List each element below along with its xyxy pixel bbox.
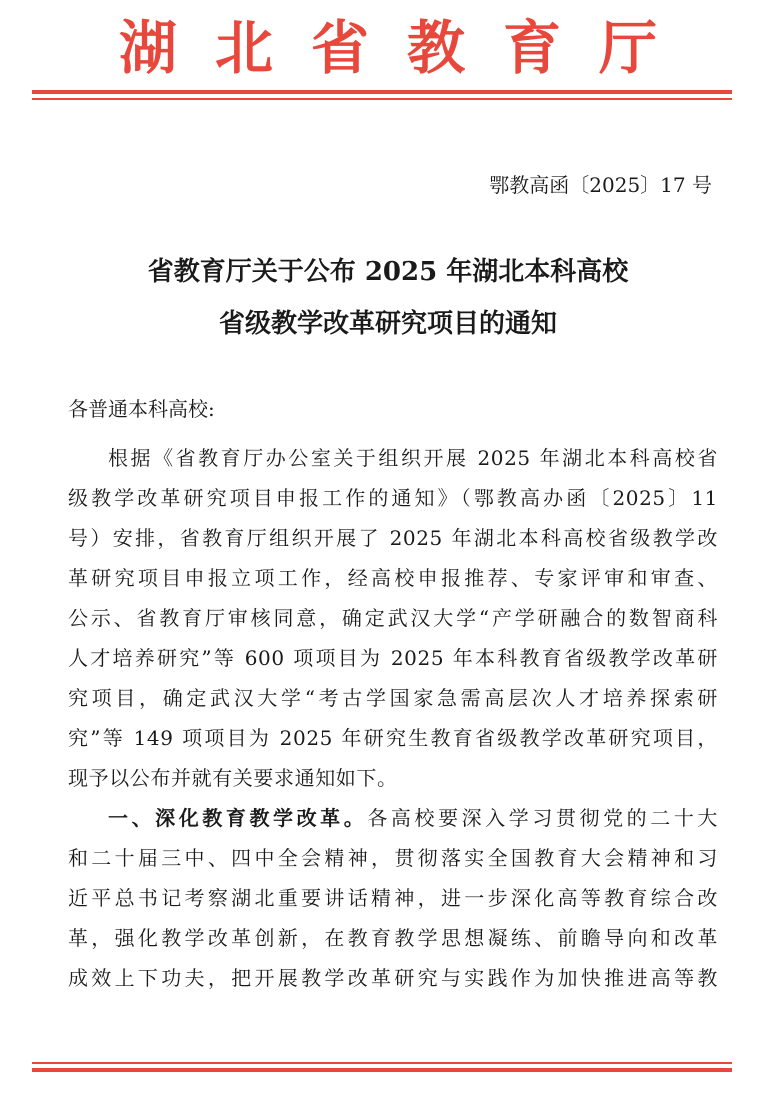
salutation: 各普通本科高校: xyxy=(68,397,215,421)
document-title-line-2: 省级教学改革研究项目的通知 xyxy=(218,309,557,339)
document-title-line-1: 省教育厅关于公布 2025 年湖北本科高校 xyxy=(147,257,629,287)
paragraph-1-line: 公示、省教育厅审核同意，确定武汉大学“产学研融合的数智商科 xyxy=(68,606,718,630)
document-body xyxy=(68,438,718,998)
paragraph-1-line: 革研究项目申报立项工作，经高校申报推荐、专家评审和审查、 xyxy=(68,566,718,590)
letterhead-rule-thick xyxy=(32,90,732,94)
paragraph-1-line: 究项目，确定武汉大学“考古学国家急需高层次人才培养探索研 xyxy=(68,686,718,710)
letterhead-rule-thin xyxy=(32,98,732,100)
paragraph-1-line: 级教学改革研究项目申报工作的通知》（鄂教高办函〔2025〕11 xyxy=(68,486,718,510)
footer-rule-thin xyxy=(32,1062,732,1064)
section-1-first-line-text: 各高校要深入学习贯彻党的二十大 xyxy=(367,806,718,830)
paragraph-1-line: 人才培养研究”等 600 项项目为 2025 年本科教育省级教学改革研 xyxy=(68,646,718,670)
section-1-line: 和二十届三中、四中全会精神，贯彻落实全国教育大会精神和习 xyxy=(68,846,718,870)
document-number: 鄂教高函〔2025〕17 号 xyxy=(489,173,712,197)
paragraph-1-line: 现予以公布并就有关要求通知如下。 xyxy=(68,766,398,790)
letterhead-title: 湖北省教育厅 xyxy=(118,14,695,82)
paragraph-1-line: 号）安排，省教育厅组织开展了 2025 年湖北本科高校省级教学改 xyxy=(68,526,718,550)
section-1-line: 革，强化教学改革创新，在教育教学思想凝练、前瞻导向和改革 xyxy=(68,926,718,950)
section-1-first-line xyxy=(68,798,718,838)
section-1-heading: 一、深化教育教学改革。 xyxy=(108,806,368,830)
section-1-line: 成效上下功夫，把开展教学改革研究与实践作为加快推进高等教 xyxy=(68,966,718,990)
paragraph-1-line: 究”等 149 项项目为 2025 年研究生教育省级教学改革研究项目， xyxy=(68,726,718,750)
section-1-line: 近平总书记考察湖北重要讲话精神，进一步深化高等教育综合改 xyxy=(68,886,718,910)
footer-rule-thick xyxy=(32,1068,732,1072)
paragraph-1-line: 根据《省教育厅办公室关于组织开展 2025 年湖北本科高校省 xyxy=(108,446,718,470)
